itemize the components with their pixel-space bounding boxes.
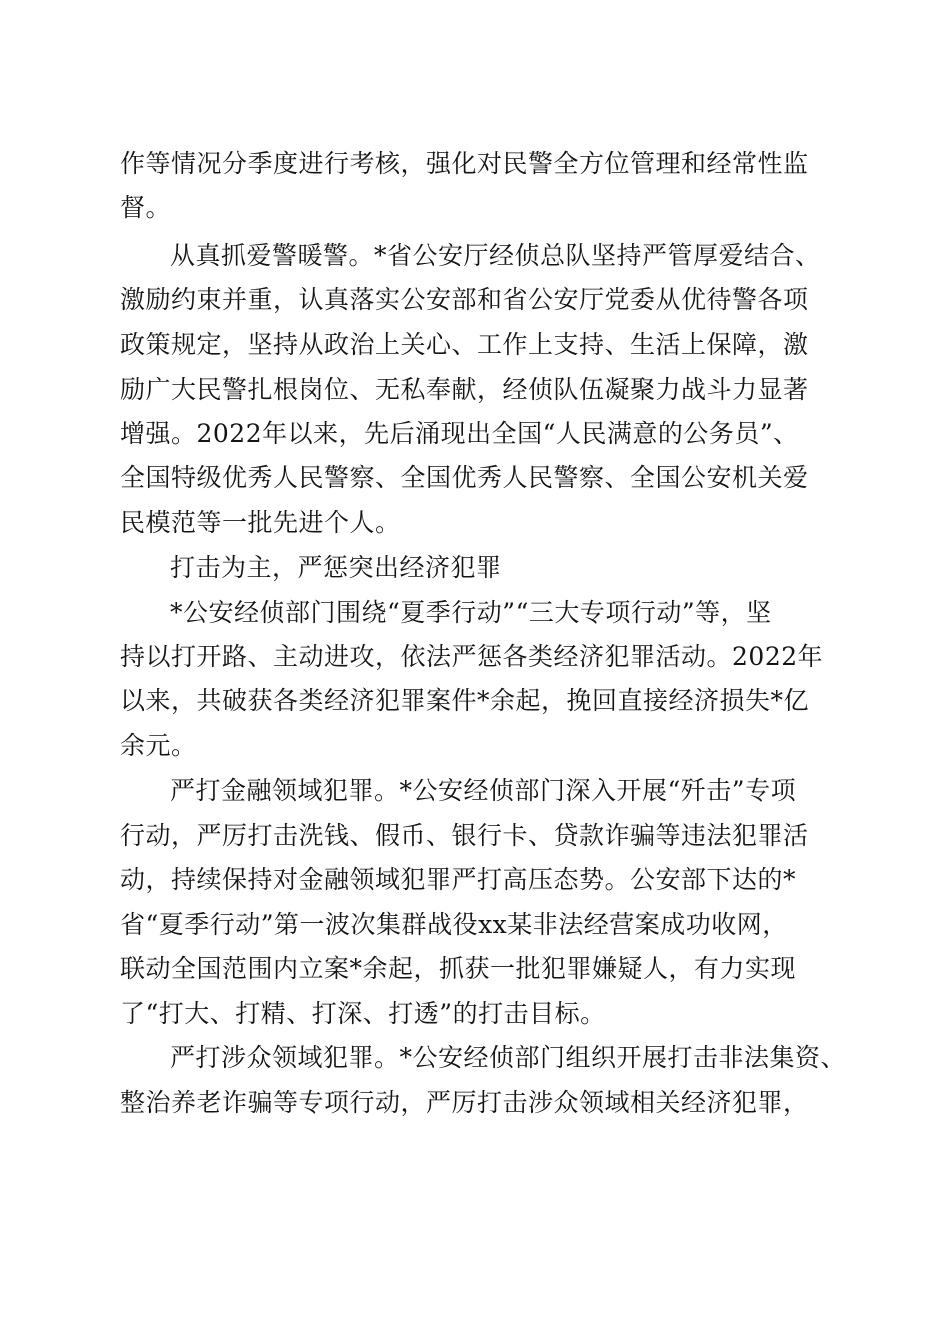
text-line: 省“夏季行动”第一波次集群战役xx某非法经营案成功收网， <box>120 910 788 939</box>
section-heading: 打击为主，严惩突出经济犯罪 <box>170 553 502 582</box>
text-line: 整治养老诈骗等专项行动，严厉打击涉众领域相关经济犯罪， <box>120 1088 809 1117</box>
text-line: 联动全国范围内立案*余起，抓获一批犯罪嫌疑人，有力实现 <box>120 954 797 983</box>
text-line: 行动，严厉打击洗钱、假币、银行卡、贷款诈骗等违法犯罪活 <box>120 821 809 850</box>
text-line: 余元。 <box>120 731 197 760</box>
text-line: 作等情况分季度进行考核，强化对民警全方位管理和经常性监 <box>120 149 809 178</box>
text-line: 持以打开路、主动进攻，依法严惩各类经济犯罪活动。2022年 <box>120 642 824 671</box>
paragraph-start-line: 严打金融领域犯罪。*公安经侦部门深入开展“歼击”专项 <box>170 776 797 805</box>
text-line: 增强。2022年以来，先后涌现出全国“人民满意的公务员”、 <box>120 419 799 448</box>
text-line: 励广大民警扎根岗位、无私奉献，经侦队伍凝聚力战斗力显著 <box>120 375 809 404</box>
text-line: 了“打大、打精、打深、打透”的打击目标。 <box>120 999 606 1028</box>
text-line: 政策规定，坚持从政治上关心、工作上支持、生活上保障，激 <box>120 330 809 359</box>
paragraph-start-line: 从真抓爱警暖警。*省公安厅经侦总队坚持严管厚爱结合、 <box>170 241 821 270</box>
text-line: 动，持续保持对金融领域犯罪严打高压态势。公安部下达的* <box>120 865 797 894</box>
text-line: 全国特级优秀人民警察、全国优秀人民警察、全国公安机关爱 <box>120 463 809 492</box>
text-line: 以来，共破获各类经济犯罪案件*余起，挽回直接经济损失*亿 <box>120 686 810 715</box>
text-line: 民模范等一批先进个人。 <box>120 508 401 537</box>
paragraph-start-line: 严打涉众领域犯罪。*公安经侦部门组织开展打击非法集资、 <box>170 1043 847 1072</box>
text-line: 激励约束并重，认真落实公安部和省公安厅党委从优待警各项 <box>120 285 809 314</box>
paragraph-start-line: *公安经侦部门围绕“夏季行动”“三大专项行动”等，坚 <box>170 598 772 627</box>
text-line: 督。 <box>120 193 172 222</box>
